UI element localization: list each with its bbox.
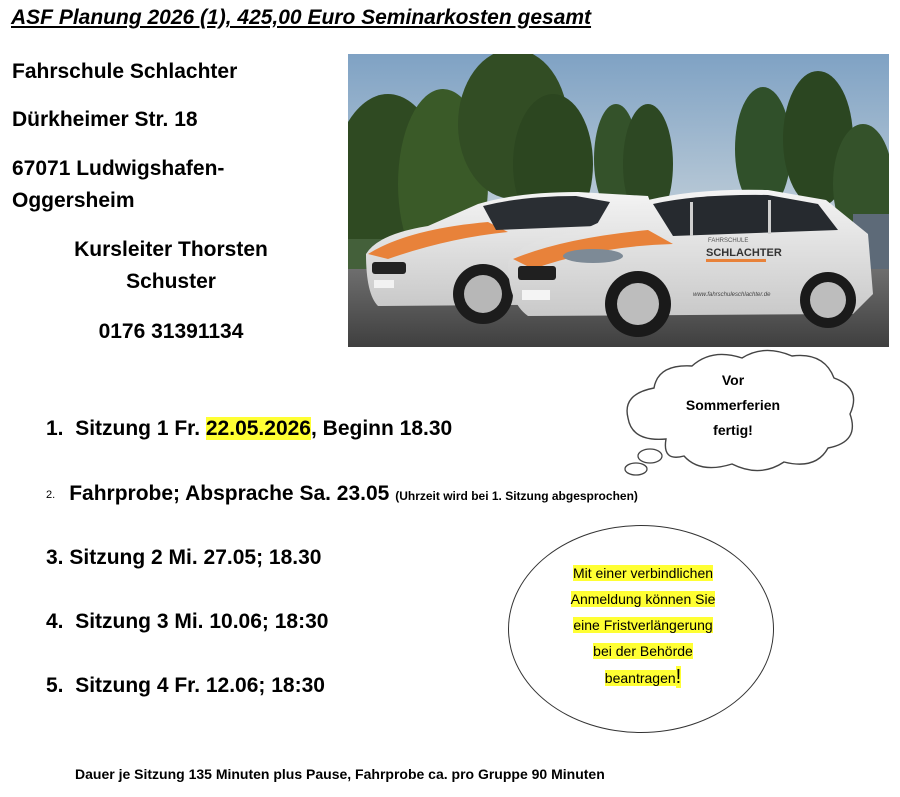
note-line1: Mit einer verbindlichen — [572, 565, 714, 581]
session-item-5 — [46, 674, 325, 698]
session-item-1 — [46, 417, 452, 441]
cloud-line1: Vor — [721, 372, 745, 388]
session-number: 1. — [46, 417, 64, 440]
session-number: 3. — [46, 546, 64, 569]
session-text: Sitzung 2 Mi. 27.05; 18.30 — [69, 546, 322, 569]
car-brand-line1: FAHRSCHULE — [708, 238, 749, 244]
session-text: Sitzung 4 Fr. 12.06; 18:30 — [75, 674, 325, 697]
session-number: 2. — [46, 489, 56, 501]
note-line5 — [604, 666, 682, 688]
session-item-4 — [46, 610, 328, 634]
school-name: Fahrschule Schlachter — [12, 60, 238, 83]
car-brand-line2: SCHLACHTER — [706, 247, 782, 259]
page-title: ASF Planung 2026 (1), 425,00 Euro Seminarkosten gesamt — [11, 6, 592, 29]
session-text: Sitzung 1 Fr. — [75, 417, 206, 440]
school-street: Dürkheimer Str. 18 — [12, 108, 198, 131]
car-website: www.fahrschuleschlachter.de — [693, 292, 771, 298]
session-item-2 — [46, 482, 638, 506]
footer-duration-note: Dauer je Sitzung 135 Minuten plus Pause, Fahrprobe ca. pro Gruppe 90 Minuten — [75, 766, 605, 782]
driving-school-cars-photo — [348, 54, 889, 347]
registration-note-text — [548, 560, 738, 691]
session-time: , Beginn 18.30 — [310, 417, 453, 440]
session-number: 4. — [46, 610, 64, 633]
session-item-3 — [46, 546, 321, 570]
school-district: Oggersheim — [12, 189, 135, 212]
session-number: 5. — [46, 674, 64, 697]
note-line5-text: beantragen — [604, 670, 676, 686]
session-date-highlight: 22.05.2026 — [205, 417, 311, 440]
note-line2: Anmeldung können Sie — [570, 591, 716, 607]
cloud-line3: fertig! — [713, 422, 753, 438]
note-exclamation: ! — [675, 666, 682, 688]
session-text: Sitzung 3 Mi. 10.06; 18:30 — [75, 610, 329, 633]
session-text: Fahrprobe; Absprache Sa. 23.05 — [69, 482, 390, 505]
school-city: 67071 Ludwigshafen- — [12, 157, 225, 180]
note-line4: bei der Behörde — [593, 643, 693, 659]
phone-number: 0176 31391134 — [98, 320, 244, 343]
note-line3: eine Fristverlängerung — [573, 617, 713, 633]
course-leader-line2: Schuster — [126, 270, 216, 293]
cloud-line2: Sommerferien — [685, 397, 781, 413]
course-leader-line1: Kursleiter Thorsten — [74, 238, 268, 261]
session-note: (Uhrzeit wird bei 1. Sitzung abgesprochen) — [395, 489, 638, 503]
